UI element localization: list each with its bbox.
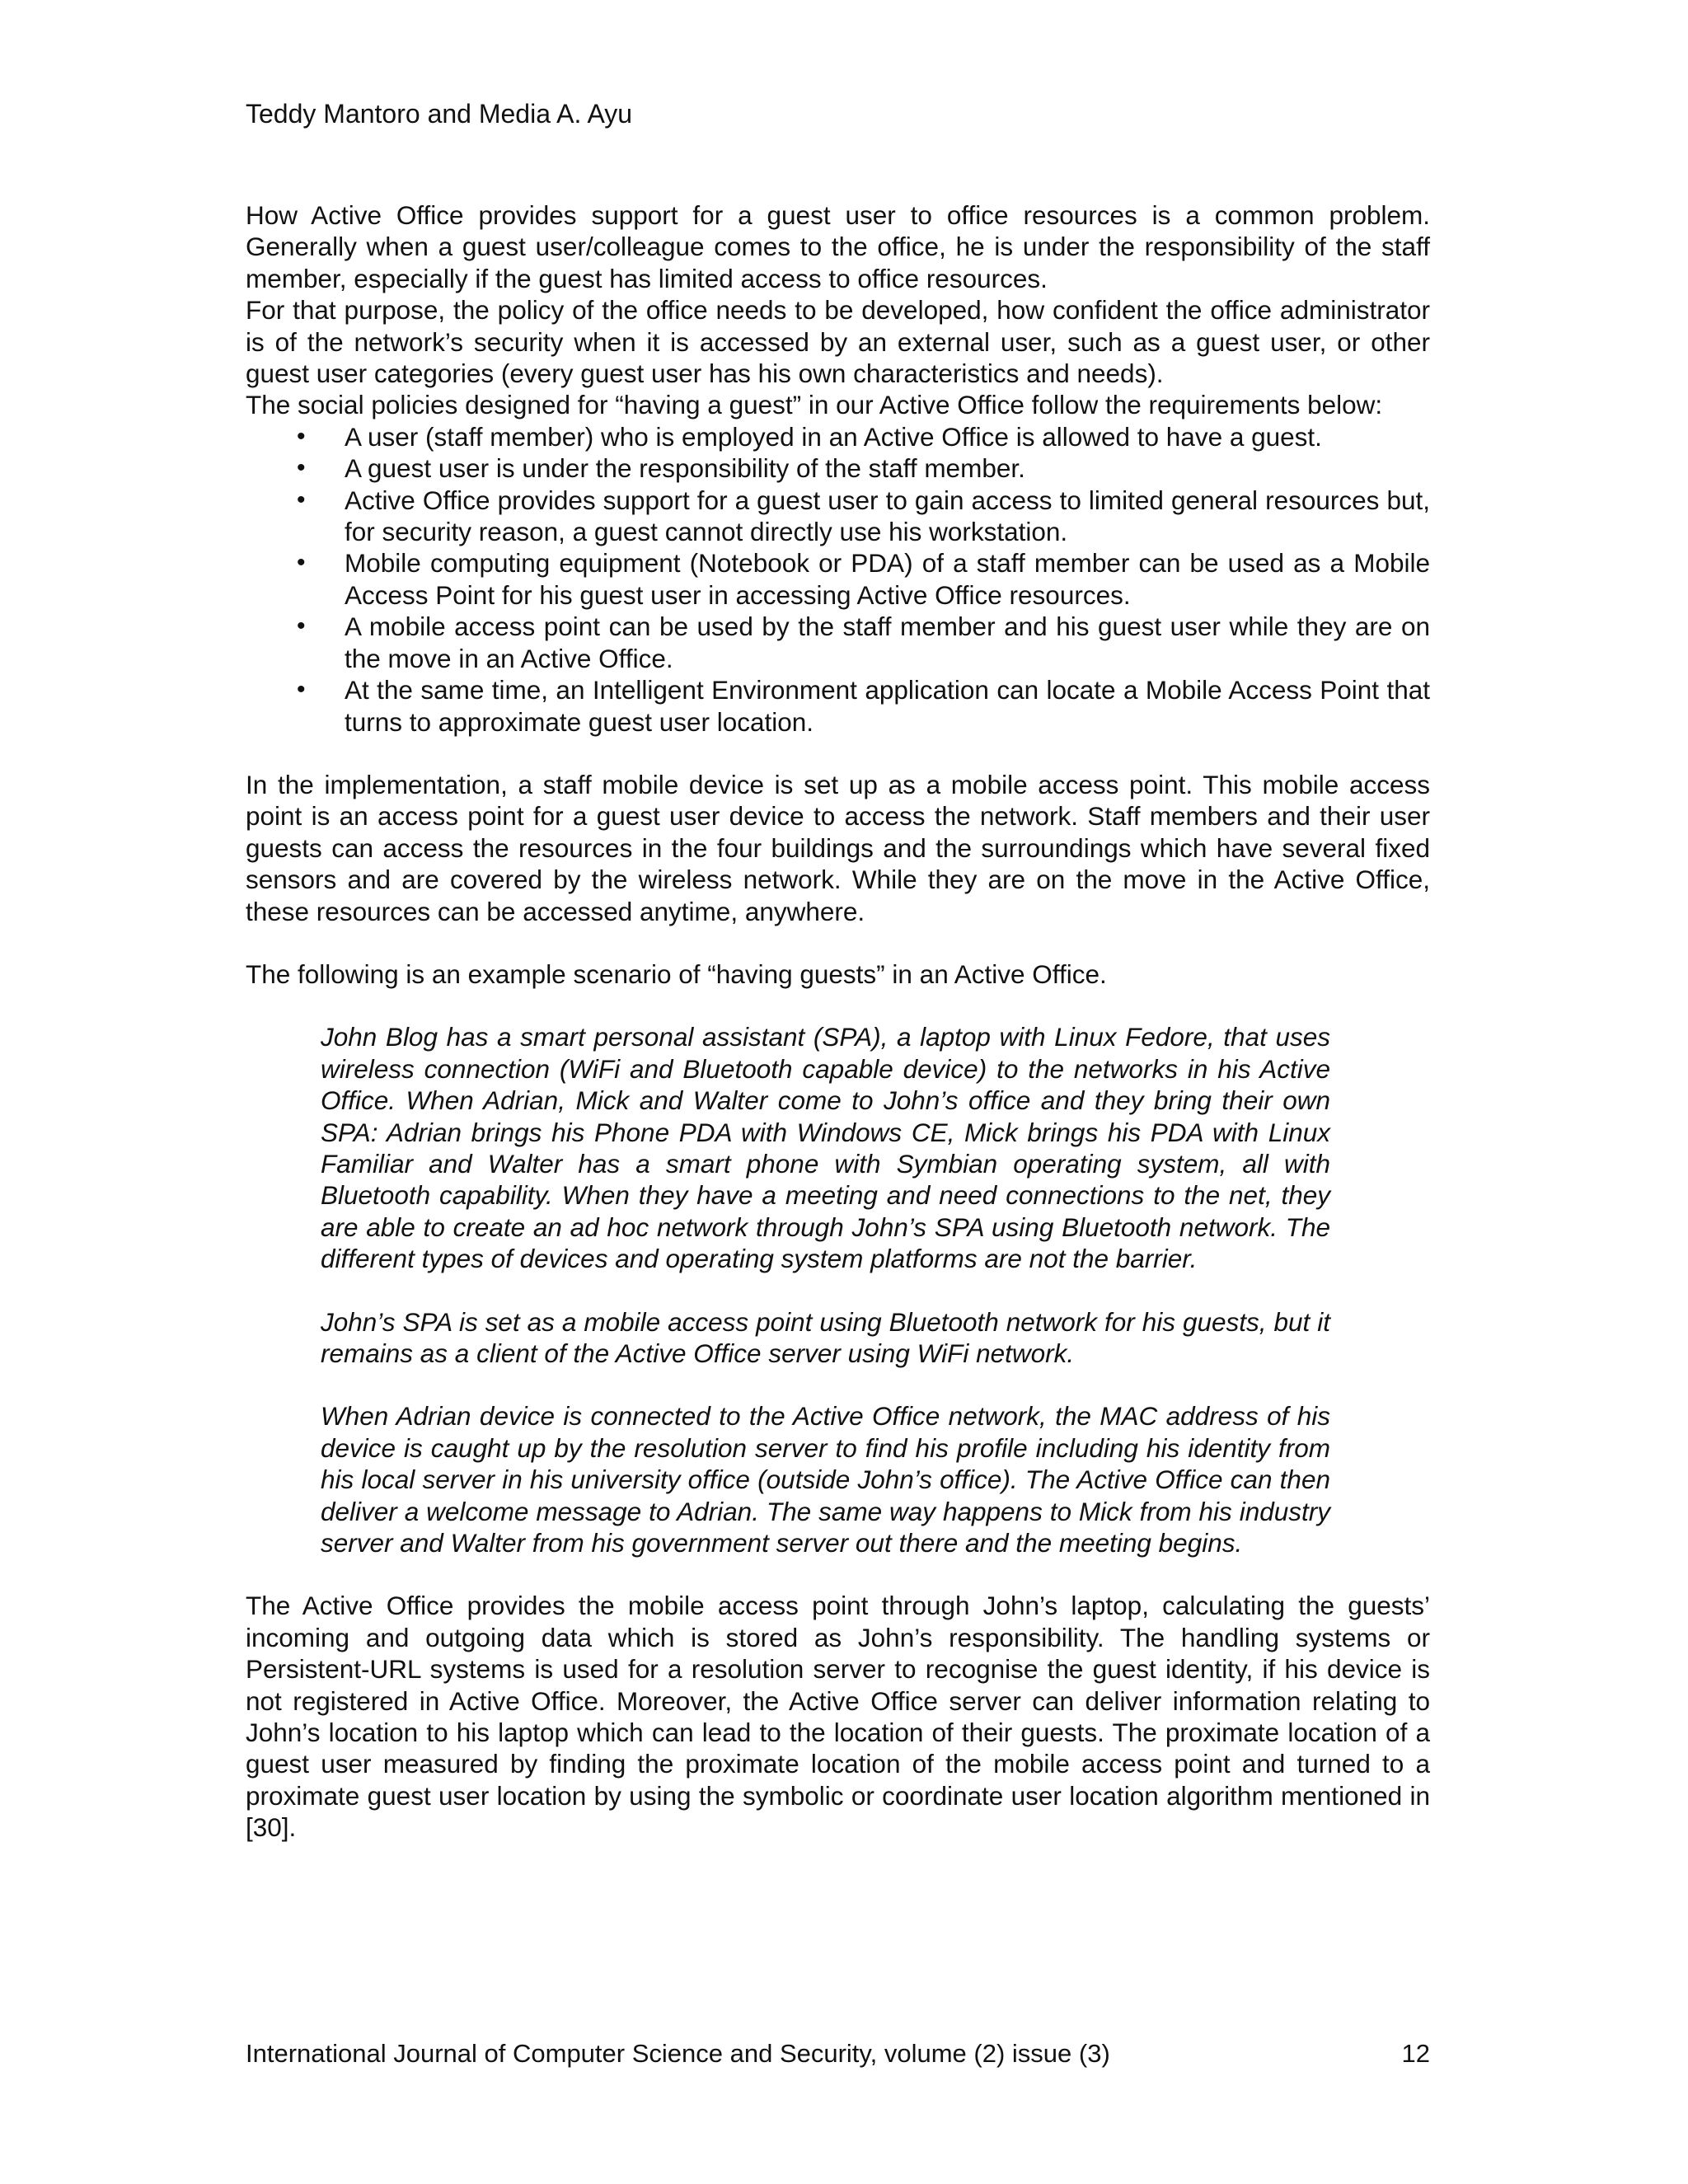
bullet-icon: • [297, 549, 306, 577]
requirement-text: A guest user is under the responsibility of the staff member. [345, 453, 1025, 484]
paragraph-spacer [246, 738, 1430, 769]
requirement-item [246, 452, 1430, 484]
requirement-item [246, 547, 1430, 611]
bullet-icon: • [297, 485, 306, 513]
bullet-icon: • [297, 612, 306, 640]
main-content [246, 199, 1430, 1844]
scenario-paragraph: John’s SPA is set as a mobile access point using Bluetooth network for his guests, but it remains as a client of the Active Office server using WiFi network. [321, 1306, 1330, 1368]
bullet-icon: • [297, 676, 306, 704]
requirement-text: Active Office provides support for a guest user to gain access to limited general resources but, for security reason, a guest cannot directly use his workstation. [345, 485, 1430, 547]
paragraph-spacer [246, 1369, 1430, 1400]
paragraph-spacer [246, 1275, 1430, 1306]
implementation-paragraph: In the implementation, a staff mobile device is set up as a mobile access point. This mobile access point is an access point for a guest user device to access the network. Staff members and their user guests can access the resources in the four buildings and the surroundings which have several fixed sensors and are covered by the wireless network. While they are on the move in the Active Office, these resources can be accessed anytime, anywhere. [246, 769, 1430, 926]
scenario-paragraph: When Adrian device is connected to the Active Office network, the MAC address of his device is caught up by the resolution server to find his profile including his identity from his local server in his university office (outside John’s office). The Active Office can then deliver a welcome message to Adrian. The same way happens to Mick from his industry server and Walter from his government server out there and the meeting begins. [321, 1401, 1330, 1558]
requirement-text: Mobile computing equipment (Notebook or PDA) of a staff member can be used as a Mobile Access Point for his guest user in accessing Active Office resources. [345, 548, 1430, 610]
bullet-icon: • [297, 422, 306, 450]
scenario-paragraph: John Blog has a smart personal assistant (SPA), a laptop with Linux Fedore, that uses wireless connection (WiFi and Bluetooth capable device) to the networks in his Active Office. When Adrian, Mick and Walter come to John’s office and they bring their own SPA: Adrian brings his Phone PDA with Windows CE, Mick brings his PDA with Linux Familiar and Walter has a smart phone with Symbian operating system, all with Bluetooth capability. When they have a meeting and need connections to the net, they are able to create an ad hoc network through John’s SPA using Bluetooth network. The different types of devices and operating system platforms are not the barrier. [321, 1022, 1330, 1274]
footer-journal-citation: International Journal of Computer Science and Security, volume (2) issue (3) [246, 2039, 1110, 2068]
requirements-list [246, 421, 1430, 738]
paragraph-spacer [246, 1558, 1430, 1590]
bullet-icon: • [297, 454, 306, 482]
closing-paragraph: The Active Office provides the mobile access point through John’s laptop, calculating the guests’ incoming and outgoing data which is stored as John’s responsibility. The handling systems or Persistent-URL systems is used for a resolution server to recognise the guest identity, if his device is not registered in Active Office. Moreover, the Active Office server can deliver information relating to John’s location to his laptop which can lead to the location of their guests. The proximate location of a guest user measured by finding the proximate location of the mobile access point and turned to a proximate guest user location by using the symbolic or coordinate user location algorithm mentioned in [30]. [246, 1591, 1430, 1843]
footer-page-number: 12 [1401, 2039, 1430, 2068]
paragraph-spacer [246, 990, 1430, 1021]
requirement-item [246, 674, 1430, 738]
requirement-item [246, 485, 1430, 548]
requirement-item [246, 611, 1430, 674]
requirement-text: At the same time, an Intelligent Environment application can locate a Mobile Access Point that turns to approximate guest user location. [345, 675, 1430, 737]
scenario-intro-paragraph: The following is an example scenario of “having guests” in an Active Office. [246, 958, 1107, 989]
policy-paragraph: For that purpose, the policy of the office needs to be developed, how confident the office administrator is of the network’s security when it is accessed by an external user, such as a guest user, or other guest user categories (every guest user has his own characteristics and needs). [246, 295, 1430, 389]
running-header-authors: Teddy Mantoro and Media A. Ayu [246, 99, 633, 129]
requirements-intro-paragraph: The social policies designed for “having a guest” in our Active Office follow the requirements below: [246, 390, 1383, 420]
requirement-item [246, 421, 1430, 452]
requirement-text: A mobile access point can be used by the staff member and his guest user while they are on the move in an Active Office. [345, 612, 1430, 673]
paragraph-spacer [246, 927, 1430, 958]
requirement-text: A user (staff member) who is employed in an Active Office is allowed to have a guest. [345, 421, 1322, 452]
intro-paragraph: How Active Office provides support for a guest user to office resources is a common problem. Generally when a guest user/colleague comes to the office, he is under the responsibility of the staff member, especially if the guest has limited access to office resources. [246, 200, 1430, 293]
